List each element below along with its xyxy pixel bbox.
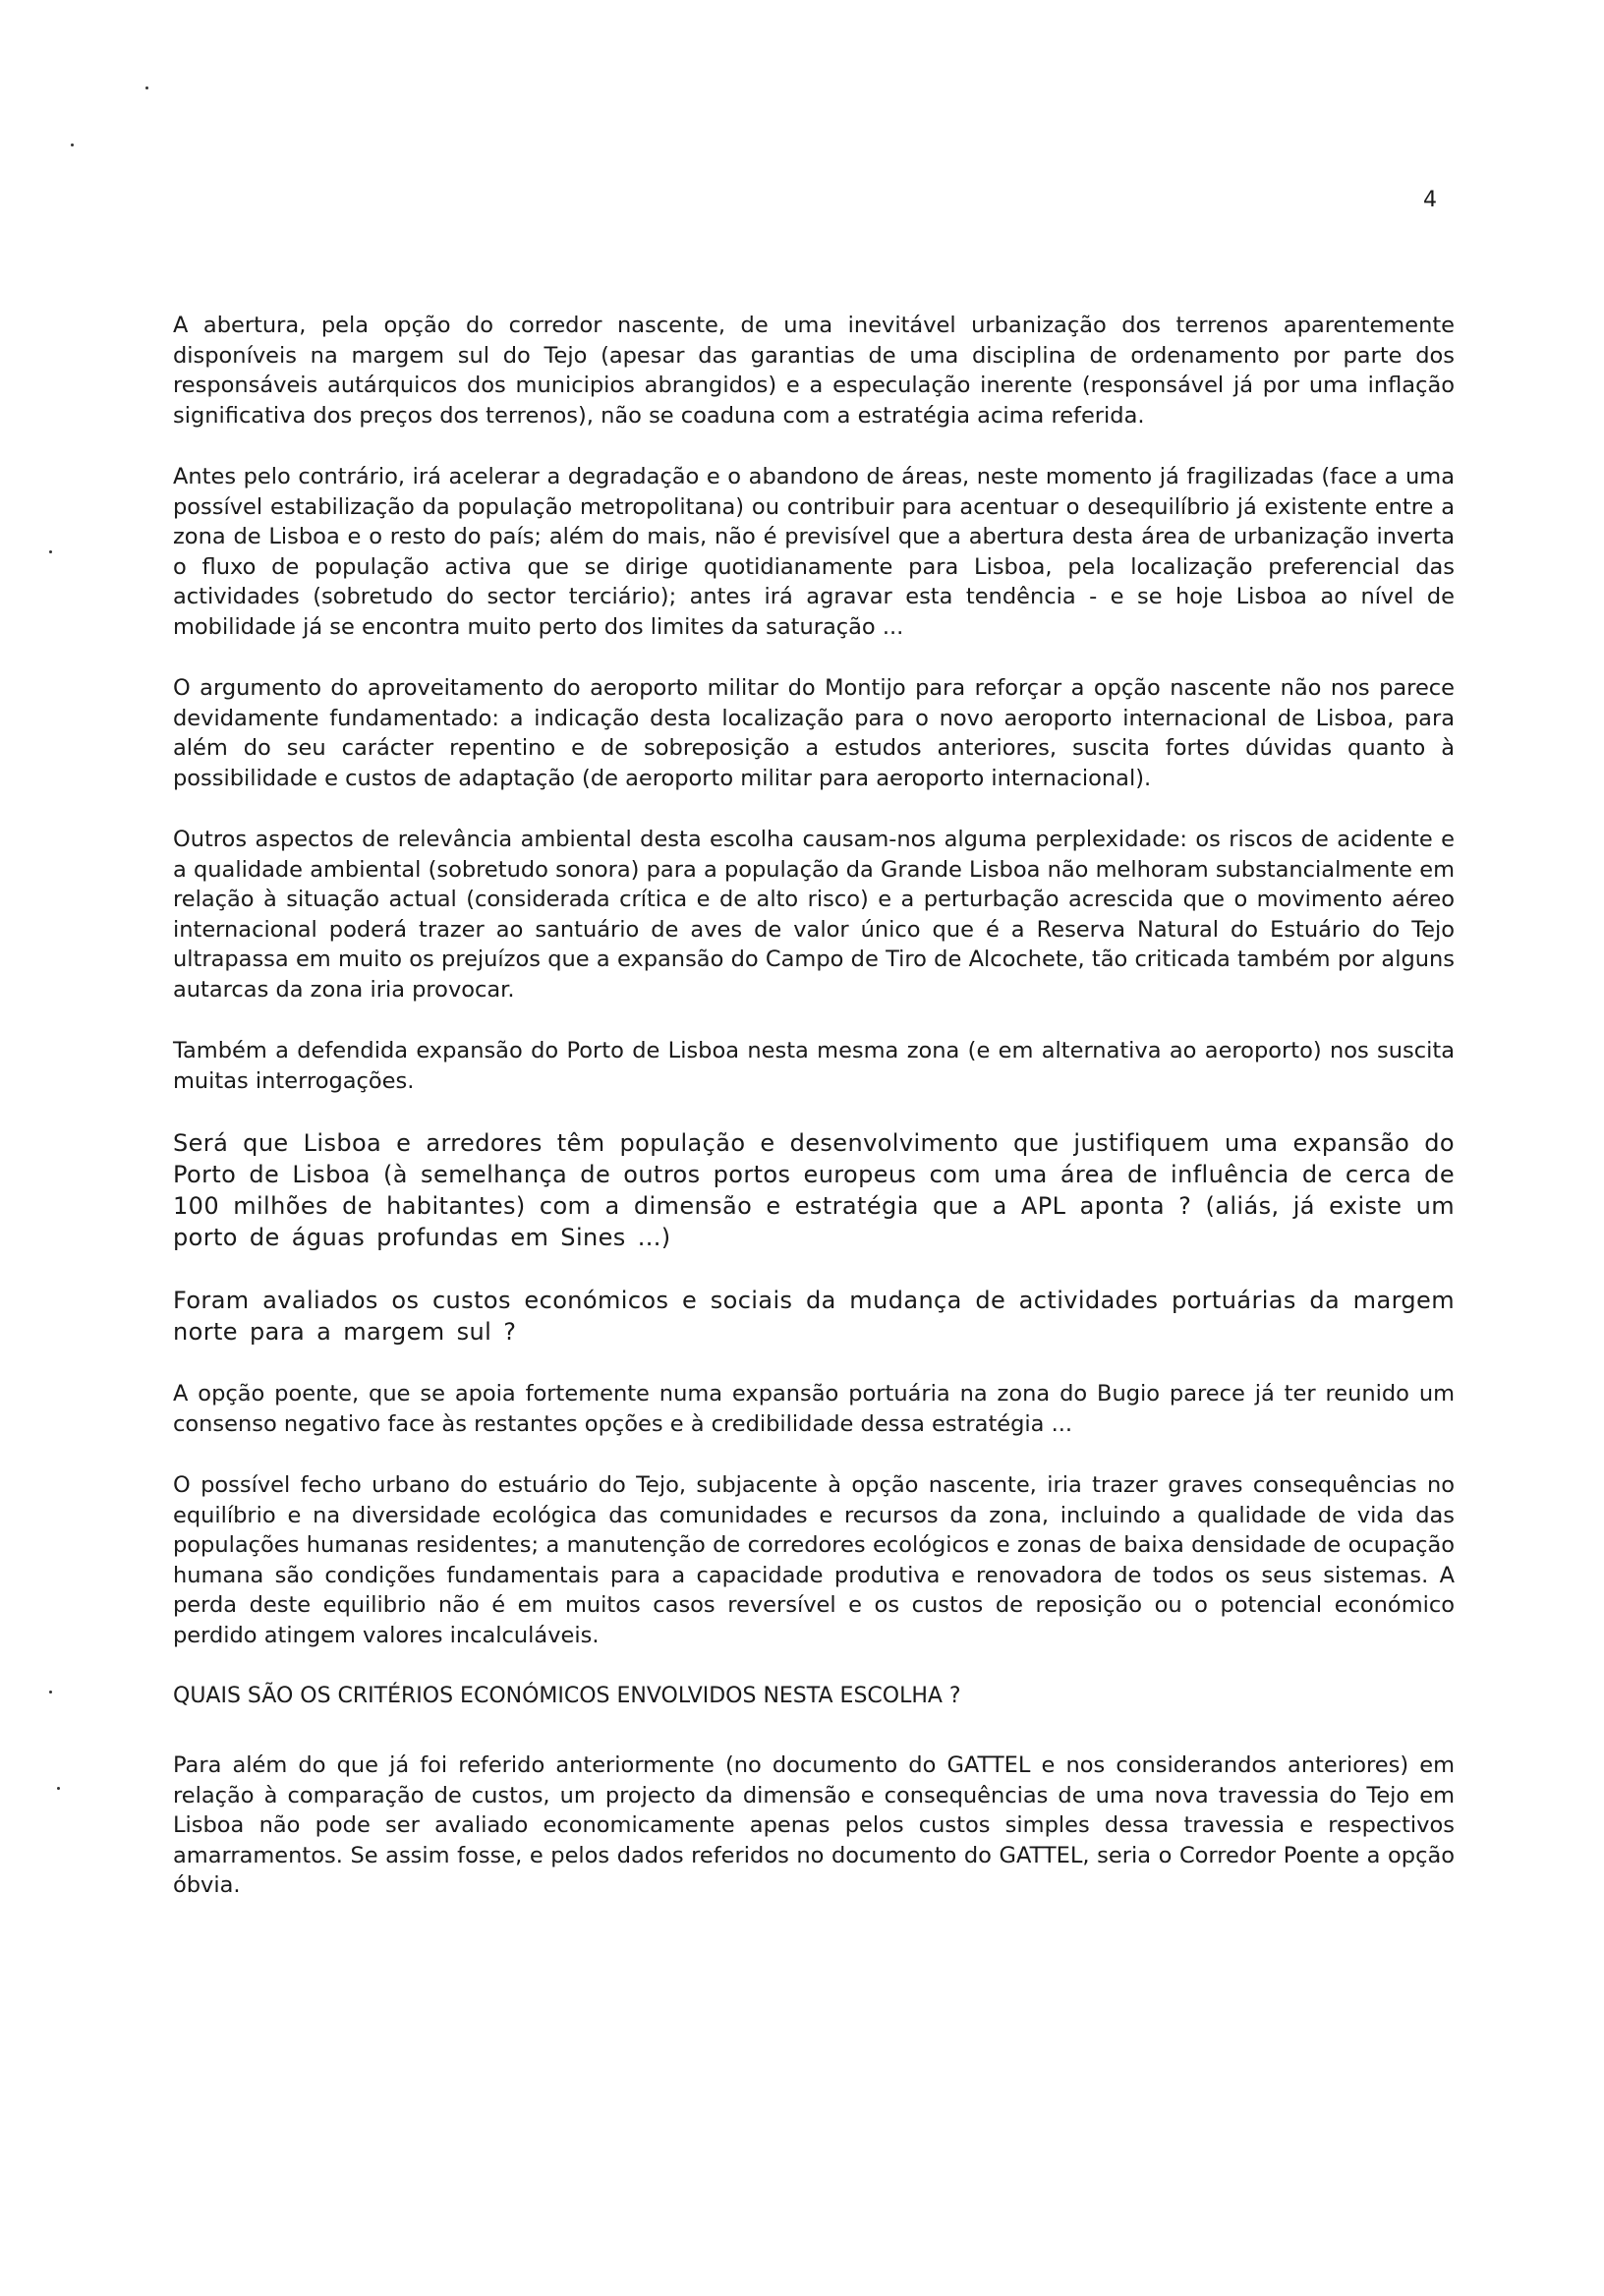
paragraph-degradacao: Antes pelo contrário, irá acelerar a degradação e o abandono de áreas, neste momento já fragilizadas (face a uma possível estabilização da população metropolitana) ou contribuir para acentuar o desequilíbrio já existente entre a zona de Lisboa e o resto do país; além do mais, não é previsível que a abertura desta área de urbanização inverta o fluxo de população activa que se dirige quotidianamente para Lisboa, pela localização preferencial das actividades (sobretudo do sector terciário); antes irá agravar esta tendência - e se hoje Lisboa ao nível de mobilidade já se encontra muito perto dos limites da saturação ... [173,464,1455,640]
scan-speck [145,86,148,89]
scan-speck [57,1787,60,1790]
paragraph-opcao-poente: A opção poente, que se apoia fortemente numa expansão portuária na zona do Bugio parece já ter reunido um consenso negativo face às restantes opções e à credibilidade dessa estratégia ... [173,1381,1455,1437]
paragraph-relevancia-ambiental: Outros aspectos de relevância ambiental desta escolha causam-nos alguma perplexidade: os riscos de acidente e a qualidade ambiental (sobretudo sonora) para a população da Grande Lisboa não melhoram substancialmente em relação à situação actual (considerada crítica e de alto risco) e a perturbação acrescida que o movimento aéreo internacional poderá trazer ao santuário de aves de valor único que é a Reserva Natural do Estuário do Tejo ultrapassa em muito os prejuízos que a expansão do Campo de Tiro de Alcochete, tão criticada também por alguns autarcas da zona iria provocar. [173,827,1455,1003]
section-heading: QUAIS SÃO OS CRITÉRIOS ECONÓMICOS ENVOLVIDOS NESTA ESCOLHA ? [173,1684,961,1708]
paragraph-question-custos: Foram avaliados os custos económicos e sociais da mudança de actividades portuárias da margem norte para a margem sul ? [173,1287,1455,1346]
paragraph-criterios-economicos: Para além do que já foi referido anteriormente (no documento do GATTEL e nos considerandos anteriores) em relação à comparação de custos, um projecto da dimensão e consequências de uma nova travessia do Tejo em Lisboa não pode ser avaliado economicamente apenas pelos custos simples dessa travessia e respectivos amarramentos. Se assim fosse, e pelos dados referidos no documento do GATTEL, seria o Corredor Poente a opção óbvia. [173,1752,1455,1898]
paragraph-aeroporto-montijo: O argumento do aproveitamento do aeroporto militar do Montijo para reforçar a opção nascente não nos parece devidamente fundamentado: a indicação desta localização para o novo aeroporto internacional de Lisboa, para além do seu carácter repentino e de sobreposição a estudos anteriores, suscita fortes dúvidas quanto à possibilidade e custos de adaptação (de aeroporto militar para aeroporto internacional). [173,675,1455,791]
document-body [173,311,1455,1932]
page-number: 4 [1423,188,1437,212]
paragraph-porto-lisboa: Também a defendida expansão do Porto de Lisboa nesta mesma zona (e em alternativa ao aeroporto) nos suscita muitas interrogações. [173,1038,1455,1094]
paragraph-fecho-urbano: O possível fecho urbano do estuário do Tejo, subjacente à opção nascente, iria trazer graves consequências no equilíbrio e na diversidade ecológica das comunidades e recursos da zona, incluindo a qualidade de vida das populações humanas residentes; a manutenção de corredores ecológicos e zonas de baixa densidade de ocupação humana são condições fundamentais para a capacidade produtiva e renovadora de todos os seus sistemas. A perda deste equilibrio não é em muitos casos reversível e os custos de reposição ou o potencial económico perdido atingem valores incalculáveis. [173,1472,1455,1648]
scan-speck [49,550,52,553]
paragraph-question-populacao: Será que Lisboa e arredores têm população e desenvolvimento que justifiquem uma expansão do Porto de Lisboa (à semelhança de outros portos europeus com uma área de influência de cerca de 100 milhões de habitantes) com a dimensão e estratégia que a APL aponta ? (aliás, já existe um porto de águas profundas em Sines ...) [173,1129,1455,1251]
scan-speck [49,1691,52,1693]
paragraph-urbanizacao: A abertura, pela opção do corredor nascente, de uma inevitável urbanização dos terrenos aparentemente disponíveis na margem sul do Tejo (apesar das garantias de uma disciplina de ordenamento por parte dos responsáveis autárquicos dos municipios abrangidos) e a especulação inerente (responsável já por uma inflação significativa dos preços dos terrenos), não se coaduna com a estratégia acima referida. [173,313,1455,429]
scan-speck [71,144,74,146]
